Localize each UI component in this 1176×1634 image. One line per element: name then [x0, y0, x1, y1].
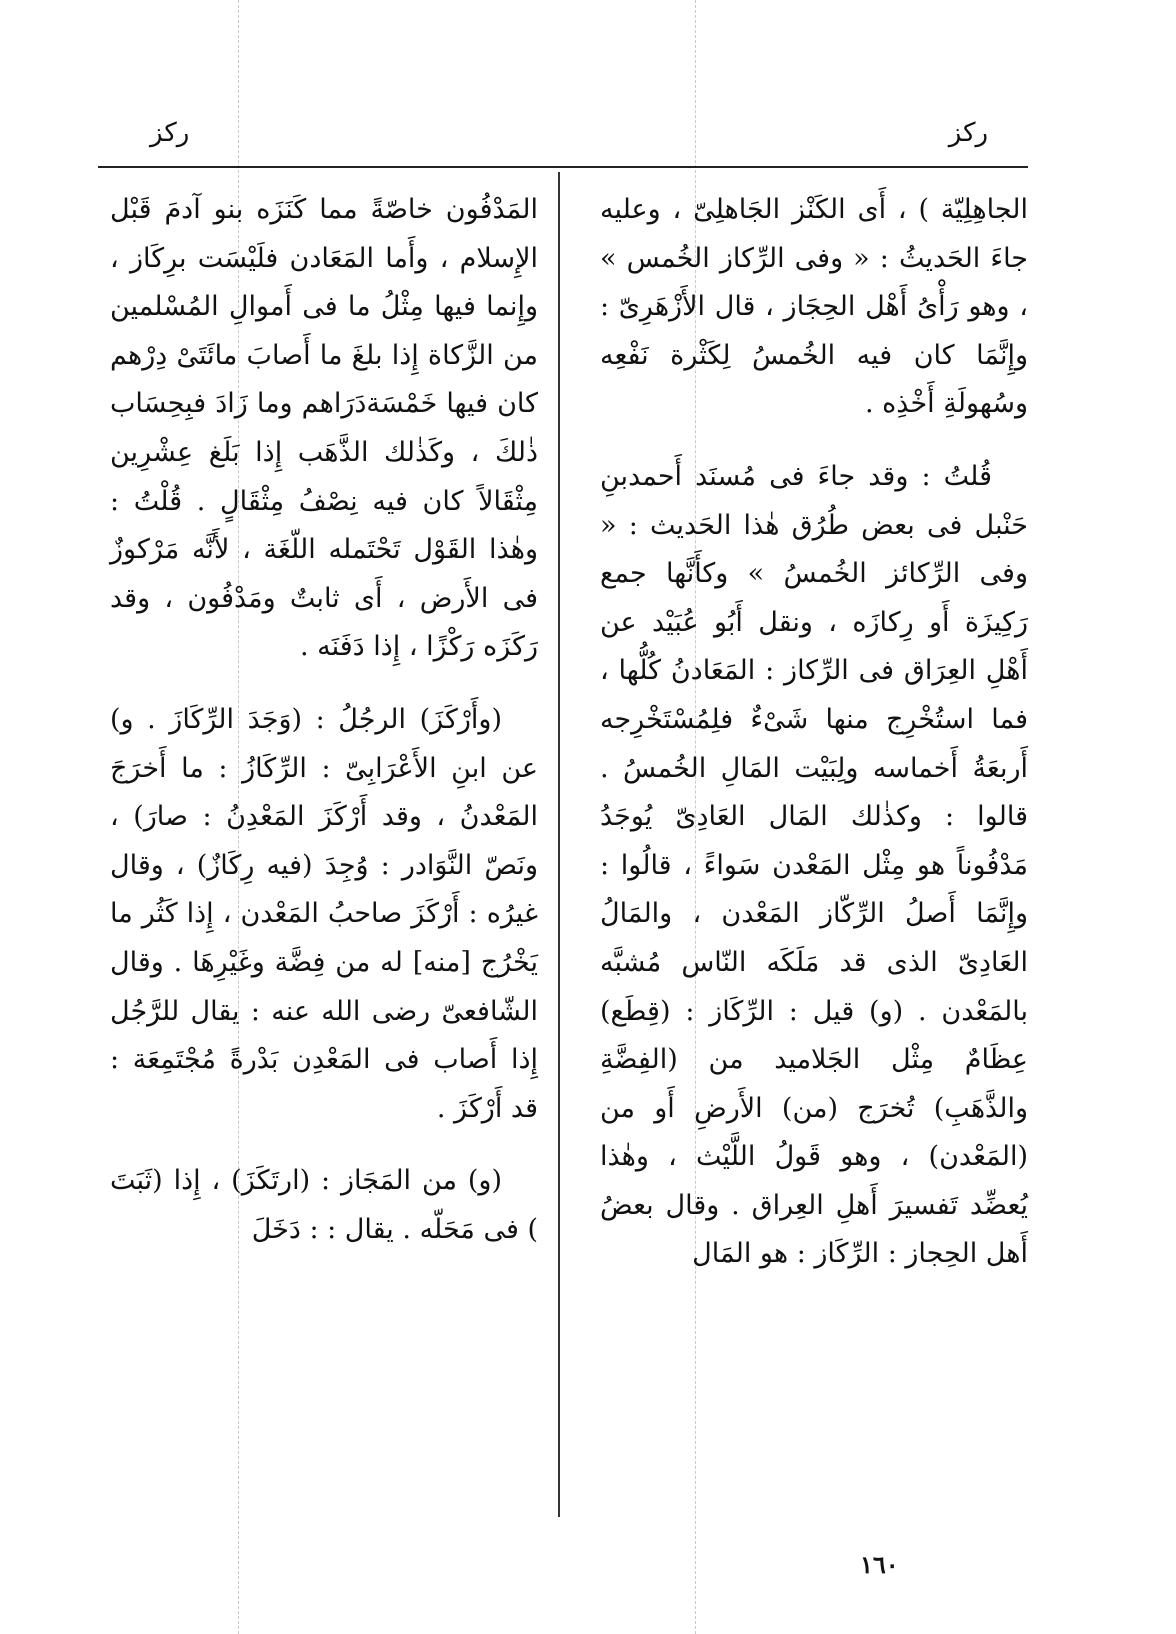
paragraph: (وأَرْكَزَ) الرجُلُ : (وَجَدَ الرِّكَازَ . و) عن ابنِ الأَعْرَابِىّ : الرِّكَازُ : ما أَخرَجَ المَعْدنُ ، وقد أَرْكَزَ المَعْدِنُ : صارَ) ، ونَصّ النَّوَادر : وُجِدَ (فيه رِكَازٌ) ، وقال غيرُه : أَرْكَزَ صاحبُ المَعْدن ، إِذا كَثُر ما يَخْرُج [منه] له من فِضَّة وغَيْرِهَا . وقال الشّافعىّ رضى الله عنه : يقال للرَّجُل إِذا أَصاب فى المَعْدِن بَدْرةً مُجْتَمِعَة : قد أَرْكَزَ .	[110, 703, 538, 1124]
paragraph: (و) من المَجَاز : (ارتَكَزَ) ، إِذا (ثَبَتَ ) فى مَحَلّه . يقال : : دَخَلَ	[110, 1165, 538, 1245]
running-header-left: ركز	[150, 118, 190, 148]
column-divider	[558, 172, 560, 1517]
running-header-right: ركز	[948, 118, 988, 148]
page-number: ١٦٠	[860, 1550, 899, 1579]
paragraph: قُلتُ : وقد جاءَ فى مُسنَد أَحمدبنِ حَنْبل فى بعض طُرُق هٰذا الحَديث : « وفى الرِّكائز الخُمسُ » وكأَنَّها جمع رَكِيزَة أَو رِكازَه ، ونقل أَبُو عُبَيْد عن أَهْلِ العِرَاق فى الرِّكاز : المَعَادنُ كُلُّها ، فما استُخْرِج منها شَىْءٌ فلِمُسْتَخْرِجه أَربعَةُ أَخماسه ولِبَيْت المَالِ الخُمسُ . قالوا : وكذٰلك المَال العَادِىّ يُوجَدُ مَدْفُوناً هو مِثْل المَعْدن سَواءً ، قالُوا : وإِنَّمَا أَصلُ الرِّكّاز المَعْدن ، والمَالُ العَادِىّ الذى قد مَلَكَه النّاس مُشبَّه بالمَعْدن . (و) قيل : الرِّكَاز : (قِطَع) عِظَامٌ مِثْل الجَلاميد من (الفِضَّةِ والذَّهَبِ) تُخرَج (من) الأَرضِ أَو من (المَعْدن) ، وهو قَولُ اللَّيْث ، وهٰذا يُعضِّد تَفسيرَ أَهلِ العِراق . وقال بعضُ أَهل الحِجاز : الرِّكَاز : هو المَال	[600, 460, 1028, 1270]
right-column	[600, 186, 1028, 1279]
paragraph: المَدْفُون خاصّةً مما كَنَزَه بنو آدمَ قَبْل الإِسلام ، وأَما المَعَادن فلَيْسَت برِكَاز ، وإِنما فيها مِثْلُ ما فى أَموالِ المُسْلمين من الزَّكاة إِذا بلغَ ما أَصابَ مائَتَىْ دِرْهم كان فيها خَمْسَةدَرَاهم وما زَادَ فبِحِسَاب ذٰلكَ ، وكَذٰلك الذَّهَب إِذا بَلَغ عِشْرِين مِثْقَالاً كان فيه نِصْفُ مِثْقَالٍ . قُلْتُ : وهٰذا القَوْل تَحْتَمله اللّغَة ، لأَنَّه مَرْكوزٌ فى الأَرض ، أَى ثابتٌ ومَدْفُون ، وقد رَكَزَه رَكْزًا ، إِذا دَفَنَه .	[110, 194, 538, 663]
paragraph: الجاهِلِيّة ) ، أَى الكَنْز الجَاهلِىّ ، وعليه جاءَ الحَديثُ : « وفى الرِّكاز الخُمس » ، وهو رَأْىُ أَهْل الحِجَاز ، قال الأَزْهَرِىّ : وإِنَّمَا كان فيه الخُمسُ لِكَثْرة نَفْعِه وسُهولَةِ أَخْذِه .	[600, 194, 1028, 420]
left-column	[110, 186, 538, 1254]
header-rule	[98, 166, 1028, 168]
